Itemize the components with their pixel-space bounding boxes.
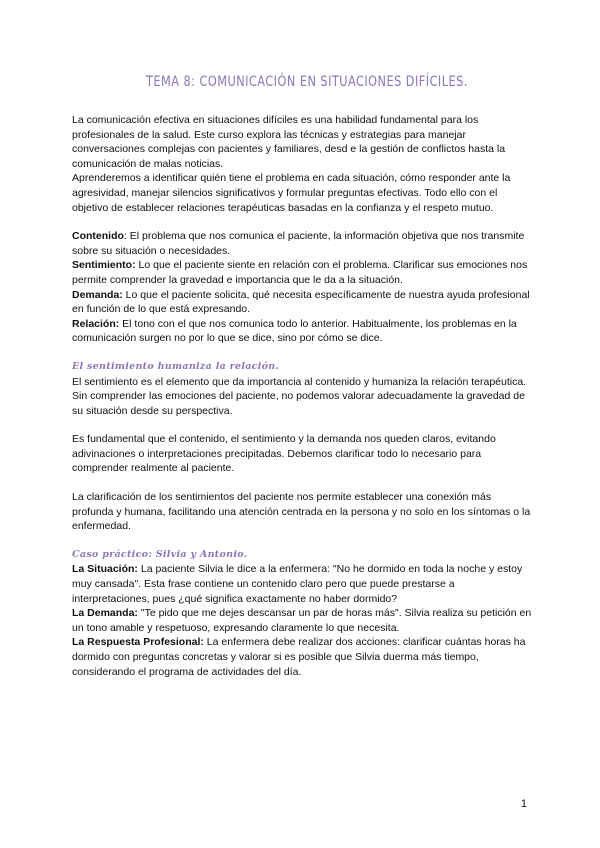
case-label: La Demanda: [72, 607, 138, 620]
section-heading-caso-practico: Caso práctico: Silvia y Antonio. [72, 548, 248, 560]
definition-sentimiento [72, 258, 532, 287]
definition-text: : El problema que nos comunica el paciente, la información objetiva que nos transmite sobre su situación o necesidades. [72, 230, 525, 257]
case-label: La Respuesta Profesional: [72, 636, 204, 649]
document-body [72, 113, 532, 679]
case-text: La paciente Silvia le dice a la enfermera: "No he dormido en toda la noche y estoy muy cansada". Esta frase contiene un contenido claro pero que puede prestarse a interpretaciones, pues ¿qué significa exactamente no haber dormido? [72, 563, 523, 605]
definition-label: Demanda: [72, 288, 123, 301]
definition-text: Lo que el paciente solicita, qué necesita específicamente de nuestra ayuda profesional en función de lo que está expresando. [72, 288, 530, 316]
section1-paragraph-3: La clarificación de los sentimientos del paciente nos permite establecer una conexión más profunda y humana, facilitando una atención centrada en la persona y no solo en los síntomas o la enfermedad. [72, 491, 531, 533]
intro-paragraph-2: Aprenderemos a identificar quién tiene el problema en cada situación, cómo responder ante la agresividad, manejar silencios significativos y formular preguntas efectivas. Todo ello con el objetivo de establecer relaciones terapéuticas basadas en la confianza y el respeto mutuo. [72, 172, 511, 214]
spacer [72, 418, 532, 432]
spacer [72, 476, 532, 490]
definition-demanda [72, 288, 532, 317]
case-text: La enfermera debe realizar dos acciones: clarificar cuántas horas ha dormido con preguntas concretas y valorar si es posible que Silvia duerma más tiempo, considerando el programa de actividades del día. [72, 636, 526, 678]
spacer [72, 534, 532, 548]
case-label: La Situación: [72, 563, 138, 576]
definition-label: Relación: [72, 317, 120, 330]
definition-relacion [72, 317, 532, 346]
case-respuesta [72, 635, 532, 679]
case-demanda [72, 606, 532, 635]
definition-contenido [72, 229, 532, 258]
intro-paragraph-1: La comunicación efectiva en situaciones difíciles es una habilidad fundamental para los profesionales de la salud. Este curso explora las técnicas y estrategias para manejar conversaciones complejas con pacientes y familiares, desd e la gestión de conflictos hasta la comunicación de malas noticias. [72, 114, 506, 170]
section1-paragraph-1: El sentimiento es el elemento que da importancia al contenido y humaniza la relación terapéutica. Sin comprender las emociones del paciente, no podemos valorar adecuadamente la gravedad de su situación desde su perspectiva. [72, 375, 527, 417]
section1-paragraph-2: Es fundamental que el contenido, el sentimiento y la demanda nos queden claros, evitando adivinaciones o interpretaciones precipitadas. Debemos clarificar todo lo necesario para comprender realmente al paciente. [72, 433, 496, 475]
page-number: 1 [520, 798, 527, 810]
spacer [72, 215, 532, 229]
spacer [72, 346, 532, 360]
definition-text: El tono con el que nos comunica todo lo anterior. Habitualmente, los problemas en la comunicación surgen no por lo que se dice, sino por cómo se dice. [72, 317, 517, 345]
page-title: TEMA 8: COMUNICACIÓN EN SITUACIONES DIFÍCILES. [146, 74, 468, 90]
definition-label: Sentimiento: [72, 259, 136, 272]
definition-text: Lo que el paciente siente en relación con el problema. Clarificar sus emociones nos permite comprender la gravedad e importancia que le da a la situación. [72, 259, 528, 286]
section-heading-sentimiento: El sentimiento humaniza la relación. [72, 360, 280, 372]
definition-label: Contenido [72, 230, 124, 243]
case-situacion [72, 562, 532, 606]
case-text: "Te pido que me dejes descansar un par de horas más". Silvia realiza su petición en un tono amable y respetuoso, expresando claramente lo que necesita. [72, 607, 532, 634]
